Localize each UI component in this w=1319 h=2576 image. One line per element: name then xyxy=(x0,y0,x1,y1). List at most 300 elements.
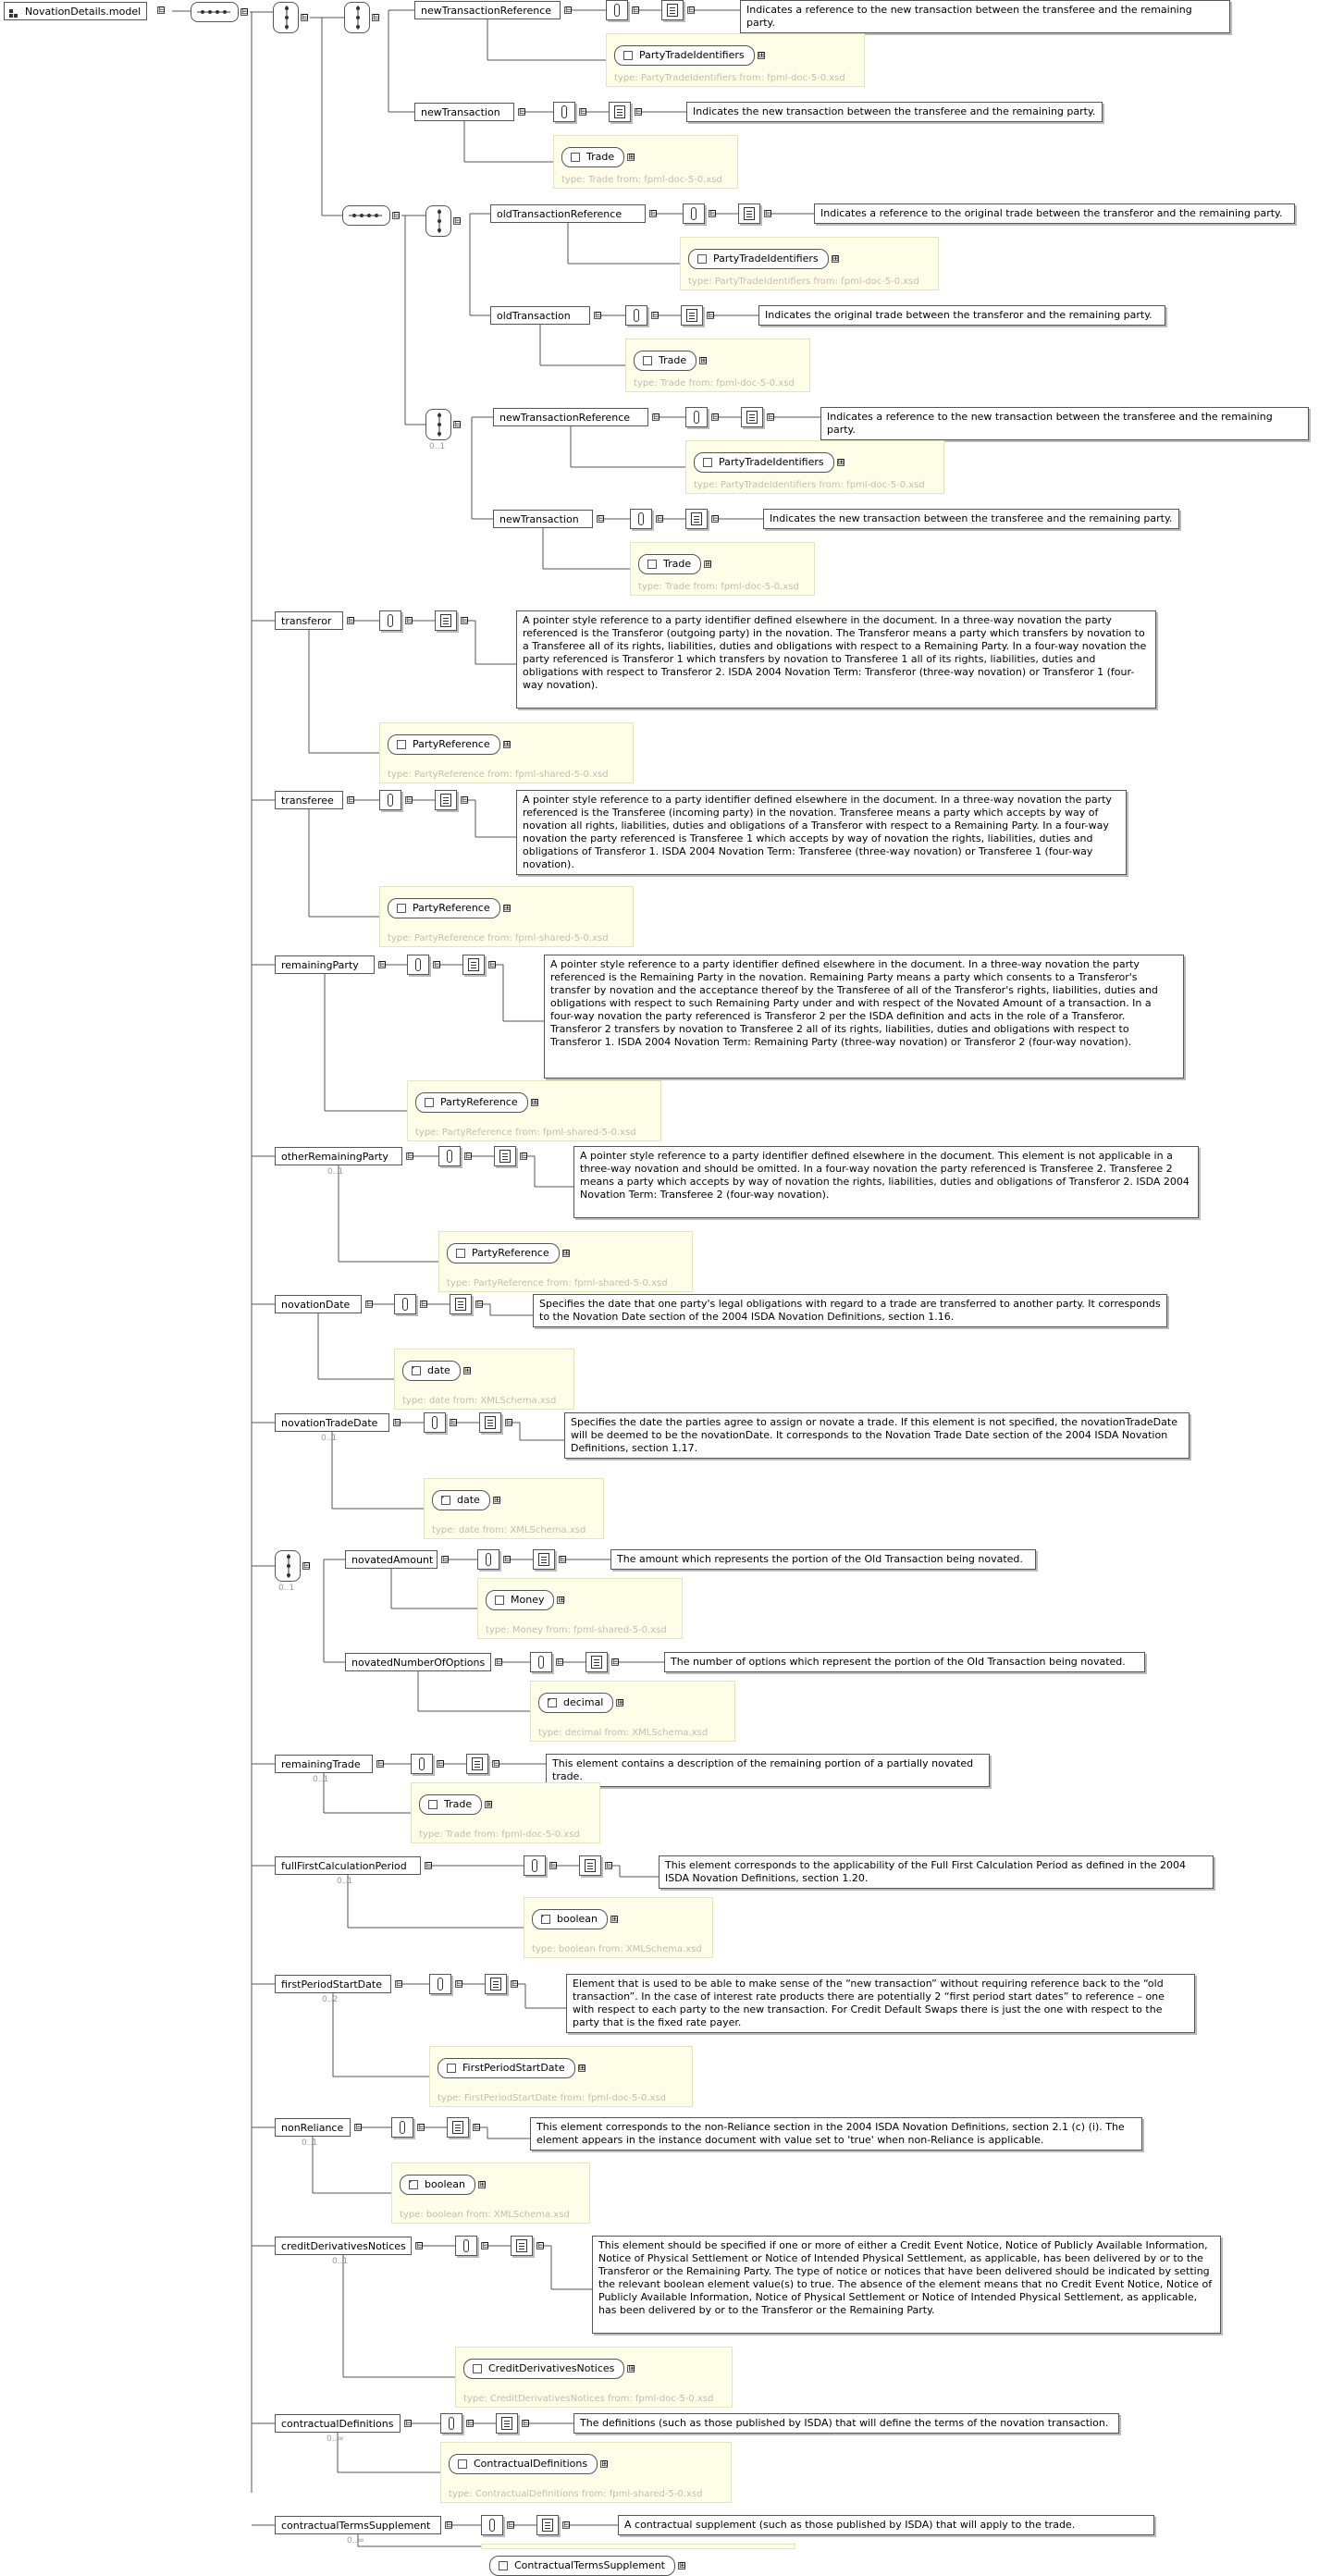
ot_ref-collapse-icon[interactable]: ⊟ xyxy=(650,209,658,218)
type-expand-icon[interactable]: ⊞ xyxy=(562,1249,571,1258)
remainingParty-documentation: A pointer style reference to a party identifier defined elsewhere in the document. In a three-way novation the party referenced is the Remaining Party in the novation. Remaining Party means a party which consents to a Transferor's transfer by novation and the acceptance thereof by the Transferee of all of the Transferor's rights, liabilities, duties and obligations with respect to such Remaining Party under and with respect of the Novated Amount of a transaction. In a four-way novation the party referenced is Transferor 2 per the ISDA definition and acts in the role of a Transferor. Transferor 2 transfers by novation to Transferee 2 all of its rights, liabilities, duties and obligations with respect to Transferor 1. ISDA 2004 Novation Term: Remaining Party (three-way novation) or Transferor 2 (four-way novation). xyxy=(544,955,1184,1078)
simple-type-icon xyxy=(548,1698,557,1707)
nt2-collapse-icon[interactable]: ⊟ xyxy=(598,514,605,524)
novatedNumberOfOptions-documentation: The number of options which represent the portion of the Old Transaction being novated. xyxy=(664,1652,1145,1672)
complex-type-icon xyxy=(425,1098,434,1107)
creditDerivativesNotices-annotation-expand-icon[interactable]: ⊟ xyxy=(482,2241,489,2250)
documentation-icon[interactable] xyxy=(533,1549,555,1570)
ot_ref-label: oldTransactionReference xyxy=(497,208,623,220)
novationTradeDate-label: novationTradeDate xyxy=(281,1417,378,1429)
type-expand-icon[interactable]: ⊞ xyxy=(832,254,840,264)
transferee-annotation-expand-icon[interactable]: ⊟ xyxy=(406,795,413,805)
otherRemainingParty-label: otherRemainingParty xyxy=(281,1151,388,1163)
documentation-icon[interactable] xyxy=(661,0,684,20)
type-expand-icon[interactable]: ⊞ xyxy=(700,356,708,365)
element-nt_ref2[interactable] xyxy=(493,408,648,426)
nt_ref1-type-box xyxy=(606,33,865,87)
sequence-old-new[interactable] xyxy=(342,205,390,226)
novationTradeDate-type-source: type: date from: XMLSchema.xsd xyxy=(432,1525,586,1535)
choice-transaction[interactable] xyxy=(273,2,299,33)
element-ot[interactable] xyxy=(490,306,590,325)
annotation-icon[interactable] xyxy=(606,0,628,20)
sequence-root[interactable] xyxy=(191,2,239,22)
novatedAmount-label: novatedAmount xyxy=(351,1554,434,1566)
contractualTermsSupplement-doc-expand-icon[interactable]: ⊟ xyxy=(563,2521,571,2530)
nt_ref2-type-box xyxy=(685,440,944,494)
choice-icon xyxy=(345,3,371,32)
nt_ref1-collapse-icon[interactable]: ⊟ xyxy=(565,6,573,15)
nt1-doc-expand-icon[interactable]: ⊟ xyxy=(635,107,643,117)
nonReliance-annotation-expand-icon[interactable]: ⊟ xyxy=(418,2123,425,2132)
transferee-type-box xyxy=(379,886,634,947)
transferor-type-box xyxy=(379,722,634,783)
annotation-icon[interactable] xyxy=(530,1652,552,1672)
documentation-icon[interactable] xyxy=(447,2117,469,2138)
nt_ref2-type-label[interactable] xyxy=(694,452,845,473)
annotation-icon[interactable] xyxy=(625,305,647,326)
element-creditDerivativesNotices[interactable] xyxy=(275,2237,412,2255)
complex-type-icon xyxy=(397,740,406,749)
novatedNumberOfOptions-type-label[interactable] xyxy=(538,1693,624,1713)
ot-label: oldTransaction xyxy=(497,310,571,322)
novatedNumberOfOptions-collapse-icon[interactable]: ⊟ xyxy=(496,1658,503,1667)
type-expand-icon[interactable]: ⊞ xyxy=(837,458,845,467)
firstPeriodStartDate-type-box xyxy=(429,2046,693,2107)
nt2-doc-expand-icon[interactable]: ⊟ xyxy=(712,514,720,524)
sequence-root-collapse-icon[interactable]: ⊟ xyxy=(241,7,249,17)
transferee-type-label[interactable] xyxy=(388,898,512,918)
type-name: PartyReference xyxy=(472,1247,549,1259)
otherRemainingParty-type-label[interactable] xyxy=(447,1243,571,1263)
documentation-icon[interactable] xyxy=(681,305,703,326)
annotation-icon[interactable] xyxy=(438,1146,461,1166)
transferor-type-label[interactable] xyxy=(388,734,512,755)
ot-doc-expand-icon[interactable]: ⊟ xyxy=(708,311,715,320)
annotation-icon[interactable] xyxy=(524,1855,546,1876)
novationTradeDate-documentation: Specifies the date the parties agree to assign or novate a trade. If this element is not specified, the novationTradeDate will be deemed to be the novationDate. It corresponds to the Novation Trade Date section of the 2004 ISDA Novation Definitions, section 1.17. xyxy=(564,1412,1190,1459)
complex-type-icon xyxy=(703,458,712,467)
annotation-icon[interactable] xyxy=(455,2236,477,2256)
documentation-icon[interactable] xyxy=(511,2236,533,2256)
remainingParty-doc-expand-icon[interactable]: ⊟ xyxy=(489,960,497,969)
choice-old-transaction[interactable] xyxy=(425,205,451,237)
contractualTermsSupplement-cardinality: 0..∞ xyxy=(347,2536,364,2545)
documentation-icon[interactable] xyxy=(685,509,708,529)
element-novatedAmount[interactable] xyxy=(345,1550,438,1569)
nt1-documentation: Indicates the new transaction between the transferee and the remaining party. xyxy=(686,102,1103,122)
otherRemainingParty-doc-expand-icon[interactable]: ⊟ xyxy=(521,1152,528,1161)
nt1-annotation-expand-icon[interactable]: ⊟ xyxy=(580,107,587,117)
novatedNumberOfOptions-type-box xyxy=(530,1681,735,1742)
otherRemainingParty-type-box xyxy=(438,1231,693,1292)
fullFirstCalculationPeriod-cardinality: 0..1 xyxy=(337,1877,353,1886)
type-expand-icon[interactable]: ⊞ xyxy=(463,1366,472,1375)
transferor-annotation-expand-icon[interactable]: ⊟ xyxy=(406,616,413,625)
type-name: Trade xyxy=(659,354,687,366)
type-name: boolean xyxy=(557,1913,598,1925)
ot-type-source: type: Trade from: fpml-doc-5-0.xsd xyxy=(634,378,795,388)
annotation-icon[interactable] xyxy=(553,102,575,122)
novatedAmount-collapse-icon[interactable]: ⊟ xyxy=(442,1555,450,1564)
ot_ref-annotation-expand-icon[interactable]: ⊟ xyxy=(709,209,717,218)
type-name: PartyReference xyxy=(413,738,490,750)
transferor-label: transferor xyxy=(281,615,332,627)
complex-type-icon xyxy=(428,1800,438,1809)
contractualDefinitions-collapse-icon[interactable]: ⊟ xyxy=(405,2419,413,2428)
element-contractualTermsSupplement[interactable] xyxy=(275,2516,441,2534)
element-remainingParty[interactable] xyxy=(275,955,375,974)
remainingTrade-annotation-expand-icon[interactable]: ⊟ xyxy=(438,1759,445,1769)
novatedNumberOfOptions-label: novatedNumberOfOptions xyxy=(351,1657,486,1669)
transferee-collapse-icon[interactable]: ⊟ xyxy=(348,795,355,805)
sequence-icon xyxy=(191,3,240,21)
type-expand-icon[interactable]: ⊞ xyxy=(705,560,712,569)
simple-type-icon xyxy=(541,1915,550,1924)
sequence-old-new-collapse-icon[interactable]: ⊟ xyxy=(393,211,401,220)
contractualDefinitions-cardinality: 0..∞ xyxy=(327,2434,344,2444)
ot_ref-type-box xyxy=(680,237,939,290)
contractualDefinitions-type-label[interactable] xyxy=(449,2454,609,2474)
nt2-type-source: type: Trade from: fpml-doc-5-0.xsd xyxy=(638,582,799,592)
contractualTermsSupplement-type-box xyxy=(481,2544,795,2571)
type-expand-icon[interactable]: ⊞ xyxy=(493,1496,501,1505)
ot_ref-documentation: Indicates a reference to the original trade between the transferor and the remaining party. xyxy=(814,203,1295,224)
remainingTrade-cardinality: 0..1 xyxy=(313,1775,329,1784)
nt_ref1-documentation: Indicates a reference to the new transaction between the transferee and the remaining party. xyxy=(740,0,1230,33)
documentation-icon[interactable] xyxy=(435,610,457,631)
nt_ref2-documentation: Indicates a reference to the new transaction between the transferee and the remaining party. xyxy=(820,407,1309,440)
type-expand-icon[interactable]: ⊞ xyxy=(601,2459,609,2469)
element-nt_ref1[interactable] xyxy=(414,1,561,19)
type-expand-icon[interactable]: ⊞ xyxy=(486,1800,493,1809)
creditDerivativesNotices-type-label[interactable] xyxy=(463,2359,635,2379)
element-novatedNumberOfOptions[interactable] xyxy=(345,1653,491,1671)
type-expand-icon[interactable]: ⊞ xyxy=(478,2180,487,2189)
nonReliance-type-label[interactable] xyxy=(400,2175,487,2195)
type-name: PartyTradeIdentifiers xyxy=(639,49,745,61)
nonReliance-cardinality: 0..1 xyxy=(302,2138,318,2148)
documentation-icon[interactable] xyxy=(435,790,457,810)
novatedAmount-type-source: type: Money from: fpml-shared-5-0.xsd xyxy=(486,1625,667,1635)
transferor-collapse-icon[interactable]: ⊟ xyxy=(348,616,355,625)
ot-documentation: Indicates the original trade between the transferor and the remaining party. xyxy=(758,305,1165,326)
novatedNumberOfOptions-annotation-expand-icon[interactable]: ⊟ xyxy=(557,1658,564,1667)
annotation-icon[interactable] xyxy=(379,790,401,810)
remainingTrade-type-label[interactable] xyxy=(419,1794,493,1815)
documentation-icon[interactable] xyxy=(586,1652,608,1672)
transferor-documentation: A pointer style reference to a party identifier defined elsewhere in the document. In a three-way novation the party referenced is the Transferor (outgoing party) in the novation. The Transferor means a party which transfers by novation to a Transferee all of its rights, liabilities, duties and obligations with respect to a Remaining Party. In a four-way novation the party referenced is Transferor 1 which transfers by novation to Transferee 1 all of its rights, liabilities, duties and obligations with respect to Transferor 2. ISDA 2004 Novation Term: Transferor (three-way novation) or Transferor 1 (four-way novation). xyxy=(516,610,1156,709)
annotation-icon[interactable] xyxy=(394,1294,416,1314)
fullFirstCalculationPeriod-documentation: This element corresponds to the applicability of the Full First Calculation Period as defined in the 2004 ISDA Novation Definitions, section 1.20. xyxy=(659,1855,1214,1889)
nonReliance-collapse-icon[interactable]: ⊟ xyxy=(355,2123,363,2132)
element-fullFirstCalculationPeriod[interactable] xyxy=(275,1856,421,1875)
transferor-type-source: type: PartyReference from: fpml-shared-5-0.xsd xyxy=(388,770,609,780)
choice-novated-quantity-collapse-icon[interactable]: ⊟ xyxy=(303,1561,311,1571)
element-nt2[interactable] xyxy=(493,510,593,528)
novatedNumberOfOptions-doc-expand-icon[interactable]: ⊟ xyxy=(612,1658,620,1667)
documentation-icon[interactable] xyxy=(466,1754,488,1774)
type-expand-icon[interactable]: ⊞ xyxy=(558,1596,566,1605)
type-expand-icon[interactable]: ⊞ xyxy=(503,740,512,749)
firstPeriodStartDate-annotation-expand-icon[interactable]: ⊟ xyxy=(456,1979,463,1989)
documentation-icon[interactable] xyxy=(579,1855,601,1876)
ot-type-label[interactable] xyxy=(634,351,708,371)
ot_ref-doc-expand-icon[interactable]: ⊟ xyxy=(765,209,772,218)
creditDerivativesNotices-doc-expand-icon[interactable]: ⊟ xyxy=(537,2241,545,2250)
documentation-icon[interactable] xyxy=(496,2413,518,2434)
choice-new-transaction[interactable] xyxy=(344,2,370,33)
root-collapse-icon[interactable]: ⊟ xyxy=(158,6,166,15)
documentation-icon[interactable] xyxy=(741,407,763,427)
novationDate-doc-expand-icon[interactable]: ⊟ xyxy=(476,1300,484,1309)
type-expand-icon[interactable]: ⊞ xyxy=(758,51,766,60)
documentation-icon[interactable] xyxy=(479,1412,501,1433)
type-name: FirstPeriodStartDate xyxy=(462,2062,565,2074)
type-expand-icon[interactable]: ⊞ xyxy=(610,1915,619,1924)
documentation-icon[interactable] xyxy=(462,955,485,975)
nt_ref2-doc-expand-icon[interactable]: ⊟ xyxy=(768,413,775,422)
fullFirstCalculationPeriod-collapse-icon[interactable]: ⊟ xyxy=(425,1861,433,1870)
contractualDefinitions-type-box xyxy=(440,2442,732,2503)
otherRemainingParty-cardinality: 0..1 xyxy=(327,1167,344,1177)
simple-type-icon xyxy=(441,1496,450,1505)
remainingTrade-documentation: This element contains a description of the remaining portion of a partially novated trade. xyxy=(546,1754,990,1787)
documentation-icon[interactable] xyxy=(494,1146,516,1166)
nt2-type-label[interactable] xyxy=(638,554,712,574)
element-contractualDefinitions[interactable] xyxy=(275,2414,401,2433)
nt_ref2-type-source: type: PartyTradeIdentifiers from: fpml-doc-5-0.xsd xyxy=(694,480,925,490)
fullFirstCalculationPeriod-type-box xyxy=(524,1897,713,1958)
choice-old-transaction-collapse-icon[interactable]: ⊟ xyxy=(454,216,462,226)
remainingTrade-label: remainingTrade xyxy=(281,1758,361,1770)
novationTradeDate-type-box xyxy=(424,1478,604,1539)
type-expand-icon[interactable]: ⊞ xyxy=(679,2561,686,2570)
nt1-collapse-icon[interactable]: ⊟ xyxy=(519,107,526,117)
nt2-label: newTransaction xyxy=(499,513,579,525)
otherRemainingParty-annotation-expand-icon[interactable]: ⊟ xyxy=(465,1152,473,1161)
nt1-type-label[interactable] xyxy=(561,147,635,167)
annotation-icon[interactable] xyxy=(481,2515,503,2535)
firstPeriodStartDate-type-source: type: FirstPeriodStartDate from: fpml-doc-5-0.xsd xyxy=(438,2093,666,2103)
firstPeriodStartDate-cardinality: 0..2 xyxy=(322,1995,339,2004)
transferor-doc-expand-icon[interactable]: ⊟ xyxy=(462,616,469,625)
nt1-type-box xyxy=(553,135,738,189)
ot_ref-type-label[interactable] xyxy=(688,249,840,269)
ot-annotation-expand-icon[interactable]: ⊟ xyxy=(652,311,660,320)
sequence-icon xyxy=(343,206,391,225)
fullFirstCalculationPeriod-annotation-expand-icon[interactable]: ⊟ xyxy=(550,1861,558,1870)
annotation-icon[interactable] xyxy=(477,1549,499,1570)
creditDerivativesNotices-type-box xyxy=(455,2347,733,2408)
annotation-icon[interactable] xyxy=(379,610,401,631)
ot_ref-type-source: type: PartyTradeIdentifiers from: fpml-doc-5-0.xsd xyxy=(688,277,919,287)
nonReliance-label: nonReliance xyxy=(281,2122,344,2134)
novationTradeDate-annotation-expand-icon[interactable]: ⊟ xyxy=(450,1418,458,1427)
firstPeriodStartDate-doc-expand-icon[interactable]: ⊟ xyxy=(512,1979,519,1989)
root-element[interactable] xyxy=(4,2,147,20)
nonReliance-type-box xyxy=(391,2163,590,2224)
novatedAmount-annotation-expand-icon[interactable]: ⊟ xyxy=(504,1555,512,1564)
nt1-type-source: type: Trade from: fpml-doc-5-0.xsd xyxy=(561,175,722,185)
annotation-icon[interactable] xyxy=(407,955,429,975)
novatedNumberOfOptions-type-source: type: decimal from: XMLSchema.xsd xyxy=(538,1728,709,1738)
type-expand-icon[interactable]: ⊞ xyxy=(503,904,512,913)
choice-new-transaction-optional-collapse-icon[interactable]: ⊟ xyxy=(454,420,462,429)
contractualDefinitions-type-source: type: ContractualDefinitions from: fpml-shared-5-0.xsd xyxy=(449,2489,703,2499)
element-novationDate[interactable] xyxy=(275,1295,362,1313)
annotation-icon[interactable] xyxy=(440,2413,462,2434)
novatedAmount-type-label[interactable] xyxy=(486,1590,566,1610)
choice-transaction-collapse-icon[interactable]: ⊟ xyxy=(302,13,309,22)
element-firstPeriodStartDate[interactable] xyxy=(275,1975,391,1993)
element-transferee[interactable] xyxy=(275,791,343,809)
type-name: ContractualTermsSupplement xyxy=(514,2559,665,2571)
type-name: Money xyxy=(511,1594,545,1606)
choice-novated-quantity-cardinality: 0..1 xyxy=(278,1584,295,1593)
otherRemainingParty-documentation: A pointer style reference to a party identifier defined elsewhere in the document. This element is not applicable in a three-way novation and should be omitted. In a four-way novation the party referenced is Transferee 2. Transferee 2 means a party which accepts by way of novation the rights, liabilities, duties and obligations of Transferor 2. ISDA 2004 Novation Term: Transferee 2 (four-way novation). xyxy=(573,1146,1199,1218)
element-otherRemainingParty[interactable] xyxy=(275,1147,402,1165)
type-name: Trade xyxy=(586,151,615,163)
firstPeriodStartDate-type-label[interactable] xyxy=(438,2058,586,2078)
annotation-icon[interactable] xyxy=(391,2117,413,2138)
complex-type-icon xyxy=(623,51,633,60)
annotation-icon[interactable] xyxy=(683,203,705,224)
fullFirstCalculationPeriod-type-label[interactable] xyxy=(532,1909,619,1929)
complex-type-icon xyxy=(571,153,580,162)
element-nonReliance[interactable] xyxy=(275,2118,351,2137)
type-name: PartyTradeIdentifiers xyxy=(713,253,819,265)
annotation-icon[interactable] xyxy=(424,1412,446,1433)
remainingParty-type-source: type: PartyReference from: fpml-shared-5-0.xsd xyxy=(415,1128,636,1138)
nt_ref2-collapse-icon[interactable]: ⊟ xyxy=(653,413,660,422)
contractualDefinitions-annotation-expand-icon[interactable]: ⊟ xyxy=(467,2419,475,2428)
creditDerivativesNotices-documentation: This element should be specified if one or more of either a Credit Event Notice, Notice of Publicly Available Information, Notice of Physical Settlement or Notice of Intended Physical Settlement, as applicable, has been delivered by or to the Transferor or the Remaining Party. The type of notice or notices that have been delivered should be indicated by setting the relevant boolean element value(s) to true. The absence of the element means that no Credit Event Notice, Notice of Publicly Available Information, Notice of Physical Settlement or Notice of Intended Physical Settlement, as applicable, has been delivered by or to the Transferor or the Remaining Party. xyxy=(592,2236,1221,2334)
remainingParty-collapse-icon[interactable]: ⊟ xyxy=(379,960,387,969)
remainingTrade-collapse-icon[interactable]: ⊟ xyxy=(377,1759,385,1769)
remainingParty-type-label[interactable] xyxy=(415,1092,539,1113)
otherRemainingParty-type-source: type: PartyReference from: fpml-shared-5-0.xsd xyxy=(447,1278,668,1288)
otherRemainingParty-collapse-icon[interactable]: ⊟ xyxy=(407,1152,414,1161)
annotation-icon[interactable] xyxy=(429,1974,451,1994)
novationDate-documentation: Specifies the date that one party's legal obligations with regard to a trade are transferred to another party. It corresponds to the Novation Date section of the 2004 ISDA Novation Definitions, section 1.16. xyxy=(533,1294,1167,1327)
novationDate-collapse-icon[interactable]: ⊟ xyxy=(366,1300,374,1309)
type-name: PartyReference xyxy=(413,902,490,914)
ot-type-box xyxy=(625,339,810,392)
type-name: ContractualDefinitions xyxy=(474,2458,588,2470)
documentation-icon[interactable] xyxy=(485,1974,507,1994)
remainingTrade-type-box xyxy=(411,1782,600,1843)
contractualTermsSupplement-collapse-icon[interactable]: ⊟ xyxy=(446,2521,453,2530)
choice-icon xyxy=(274,3,300,32)
choice-new-transaction-collapse-icon[interactable]: ⊟ xyxy=(373,13,380,22)
nt_ref1-annotation-expand-icon[interactable]: ⊟ xyxy=(633,6,640,15)
remainingParty-label: remainingParty xyxy=(281,959,359,971)
contractualDefinitions-doc-expand-icon[interactable]: ⊟ xyxy=(523,2419,530,2428)
type-expand-icon[interactable]: ⊞ xyxy=(628,153,635,162)
novatedAmount-doc-expand-icon[interactable]: ⊟ xyxy=(560,1555,567,1564)
contractualTermsSupplement-label: contractualTermsSupplement xyxy=(281,2520,431,2532)
documentation-icon[interactable] xyxy=(609,102,631,122)
complex-type-icon xyxy=(647,560,657,569)
annotation-icon[interactable] xyxy=(411,1754,433,1774)
type-name: Trade xyxy=(444,1798,473,1810)
model-group-icon xyxy=(9,6,18,16)
element-novationTradeDate[interactable] xyxy=(275,1413,389,1432)
novationTradeDate-doc-expand-icon[interactable]: ⊟ xyxy=(506,1418,513,1427)
simple-type-icon xyxy=(412,1366,421,1375)
creditDerivativesNotices-type-source: type: CreditDerivativesNotices from: fpml-doc-5-0.xsd xyxy=(463,2394,714,2404)
nt_ref1-type-label[interactable] xyxy=(614,45,766,66)
element-remainingTrade[interactable] xyxy=(275,1755,373,1773)
remainingParty-annotation-expand-icon[interactable]: ⊟ xyxy=(434,960,441,969)
type-expand-icon[interactable]: ⊞ xyxy=(617,1698,624,1707)
remainingTrade-doc-expand-icon[interactable]: ⊟ xyxy=(493,1759,500,1769)
contractualTermsSupplement-type-label[interactable] xyxy=(489,2556,686,2576)
choice-novated-quantity[interactable] xyxy=(275,1550,301,1582)
type-expand-icon[interactable]: ⊞ xyxy=(628,2364,635,2373)
element-nt1[interactable] xyxy=(414,103,514,121)
novationDate-label: novationDate xyxy=(281,1299,351,1311)
complex-type-icon xyxy=(473,2364,482,2373)
ot-collapse-icon[interactable]: ⊟ xyxy=(595,311,602,320)
choice-icon xyxy=(426,410,452,439)
firstPeriodStartDate-collapse-icon[interactable]: ⊟ xyxy=(396,1979,403,1989)
nonReliance-doc-expand-icon[interactable]: ⊟ xyxy=(474,2123,481,2132)
novatedAmount-documentation: The amount which represents the portion of the Old Transaction being novated. xyxy=(610,1549,1036,1570)
transferee-documentation: A pointer style reference to a party identifier defined elsewhere in the document. In a three-way novation the party referenced is the Transferee (incoming party) in the novation. Transferee means a party which accepts by way of novation all rights, liabilities, duties and obligations of a Transferor with respect to a Remaining Party. In a four-way novation the party referenced is Transferee 1 which accepts by way of novation the rights, liabilities, duties and obligations of Transferor 1. ISDA 2004 Novation Term: Transferee (three-way novation) or Transferee 1 (four-way novation). xyxy=(516,790,1127,875)
annotation-icon[interactable] xyxy=(630,509,652,529)
simple-type-icon xyxy=(409,2180,418,2189)
creditDerivativesNotices-collapse-icon[interactable]: ⊟ xyxy=(416,2241,424,2250)
documentation-icon[interactable] xyxy=(450,1294,472,1314)
creditDerivativesNotices-label: creditDerivativesNotices xyxy=(281,2240,406,2252)
novationDate-type-label[interactable] xyxy=(402,1361,472,1381)
documentation-icon[interactable] xyxy=(536,2515,559,2535)
firstPeriodStartDate-label: firstPeriodStartDate xyxy=(281,1978,382,1991)
nt_ref1-doc-expand-icon[interactable]: ⊟ xyxy=(688,6,696,15)
nt2-annotation-expand-icon[interactable]: ⊟ xyxy=(657,514,664,524)
type-name: PartyReference xyxy=(440,1096,518,1108)
novationTradeDate-collapse-icon[interactable]: ⊟ xyxy=(394,1418,401,1427)
complex-type-icon xyxy=(499,2561,508,2570)
complex-type-icon xyxy=(397,904,406,913)
contractualTermsSupplement-documentation: A contractual supplement (such as those published by ISDA) that will apply to the trade. xyxy=(618,2515,1154,2535)
element-transferor[interactable] xyxy=(275,611,343,630)
choice-new-transaction-optional[interactable] xyxy=(425,409,451,440)
choice-icon xyxy=(276,1551,302,1581)
element-ot_ref[interactable] xyxy=(490,204,646,223)
transferee-doc-expand-icon[interactable]: ⊟ xyxy=(462,795,469,805)
documentation-icon[interactable] xyxy=(738,203,760,224)
novationTradeDate-type-label[interactable] xyxy=(432,1490,501,1510)
complex-type-icon xyxy=(495,1596,504,1605)
type-expand-icon[interactable]: ⊞ xyxy=(531,1098,539,1107)
complex-type-icon xyxy=(447,2064,456,2073)
root-label: NovationDetails.model xyxy=(25,6,142,18)
annotation-icon[interactable] xyxy=(685,407,708,427)
novationTradeDate-cardinality: 0..1 xyxy=(321,1434,338,1443)
type-expand-icon[interactable]: ⊞ xyxy=(578,2064,586,2073)
nt_ref1-type-source: type: PartyTradeIdentifiers from: fpml-doc-5-0.xsd xyxy=(614,73,845,83)
contractualTermsSupplement-annotation-expand-icon[interactable]: ⊟ xyxy=(508,2521,515,2530)
fullFirstCalculationPeriod-doc-expand-icon[interactable]: ⊟ xyxy=(606,1861,613,1870)
type-name: boolean xyxy=(425,2178,465,2190)
nt_ref2-annotation-expand-icon[interactable]: ⊟ xyxy=(712,413,720,422)
novationDate-type-source: type: date from: XMLSchema.xsd xyxy=(402,1396,557,1406)
nonReliance-type-source: type: boolean from: XMLSchema.xsd xyxy=(400,2210,570,2220)
firstPeriodStartDate-documentation: Element that is used to be able to make sense of the “new transaction” without requiring reference back to the “old transaction”. In the case of interest rate products there are potentially 2 “first period start dates” to reference – one with respect to each party to the new transaction. For Credit Default Swaps there is just the one with respect to the party that is the fixed rate payer. xyxy=(566,1974,1195,2033)
novationDate-annotation-expand-icon[interactable]: ⊟ xyxy=(421,1300,428,1309)
